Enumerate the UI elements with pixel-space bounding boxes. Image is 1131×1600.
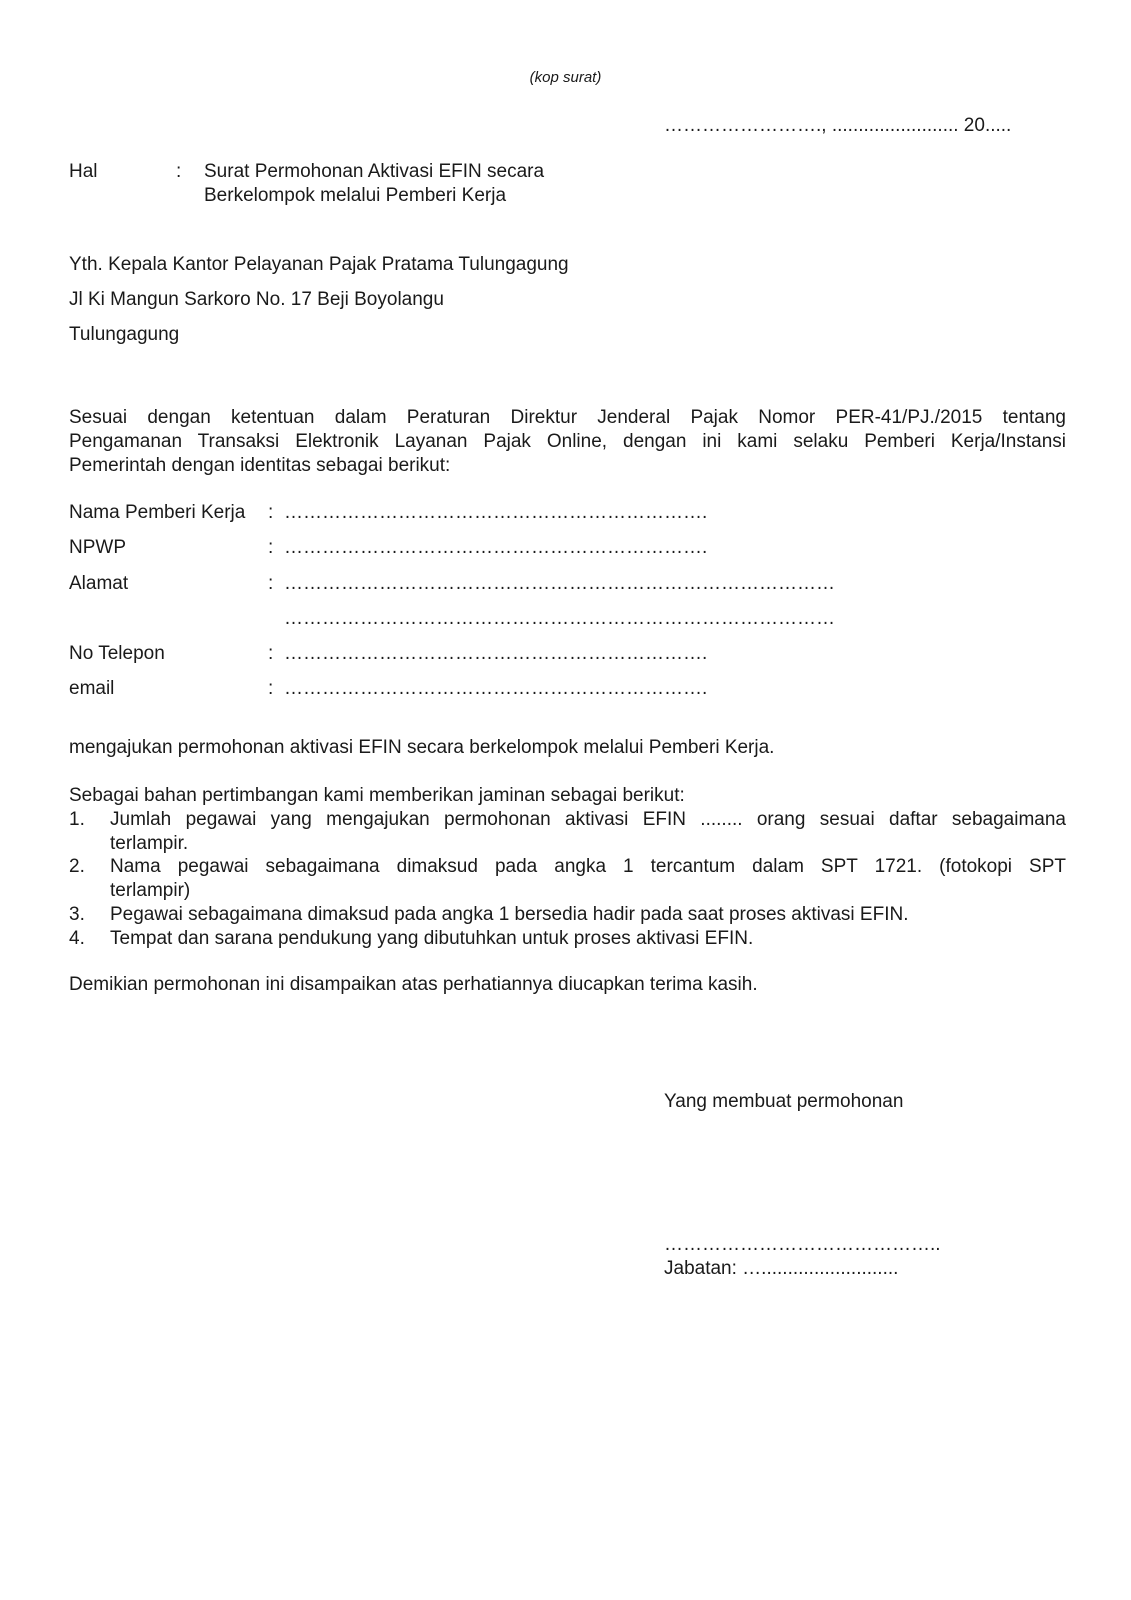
subject-line-1: Surat Permohonan Aktivasi EFIN secara xyxy=(204,161,545,182)
date-line: ……………………., ........................ 20..... xyxy=(664,115,1012,136)
signature-name-blank: …………………………………….. xyxy=(664,1234,941,1255)
list-item-number: 4. xyxy=(69,928,85,949)
field-blank-employer-name: …………………………………………………………. xyxy=(284,502,708,523)
recipient-name: Yth. Kepala Kantor Pelayanan Pajak Pratama Tulungagung xyxy=(69,254,569,275)
field-colon: : xyxy=(268,678,274,699)
list-item-text: Pegawai sebagaimana dimaksud pada angka 1 bersedia hadir pada saat proses aktivasi EFIN. xyxy=(110,904,909,925)
request-statement: mengajukan permohonan aktivasi EFIN secara berkelompok melalui Pemberi Kerja. xyxy=(69,737,775,758)
field-label-phone: No Telepon xyxy=(69,643,165,664)
letterhead-placeholder: (kop surat) xyxy=(529,69,602,86)
field-colon: : xyxy=(268,537,274,558)
field-label-email: email xyxy=(69,678,115,699)
list-item-text-cont: terlampir) xyxy=(110,880,191,901)
closing-statement: Demikian permohonan ini disampaikan atas perhatiannya diucapkan terima kasih. xyxy=(69,974,758,995)
intro-line-3: Pemerintah dengan identitas sebagai berikut: xyxy=(69,455,451,476)
list-item-text: Nama pegawai sebagaimana dimaksud pada angka 1 tercantum dalam SPT 1721. (fotokopi SPT xyxy=(110,856,1066,877)
signature-title: Yang membuat permohonan xyxy=(664,1091,904,1112)
subject-line-2: Berkelompok melalui Pemberi Kerja xyxy=(204,185,507,206)
field-label-npwp: NPWP xyxy=(69,537,126,558)
subject-colon: : xyxy=(176,161,182,182)
field-colon: : xyxy=(268,502,274,523)
guarantee-intro: Sebagai bahan pertimbangan kami memberikan jaminan sebagai berikut: xyxy=(69,785,685,806)
list-item-number: 3. xyxy=(69,904,85,925)
field-blank-npwp: …………………………………………………………. xyxy=(284,537,708,558)
field-colon: : xyxy=(268,643,274,664)
signature-position: Jabatan: ….......................... xyxy=(664,1258,899,1279)
recipient-address: Jl Ki Mangun Sarkoro No. 17 Beji Boyolangu xyxy=(69,289,444,310)
field-blank-address-1: …………………………………………………………………………… xyxy=(284,573,835,594)
field-blank-email: …………………………………………………………. xyxy=(284,678,708,699)
list-item-text-cont: terlampir. xyxy=(110,833,189,854)
recipient-city: Tulungagung xyxy=(69,324,180,345)
list-item-text: Jumlah pegawai yang mengajukan permohonan aktivasi EFIN ........ orang sesuai daftar sebagaimana xyxy=(110,809,1066,830)
subject-label: Hal xyxy=(69,161,98,182)
field-label-address: Alamat xyxy=(69,573,129,594)
intro-line-1: Sesuai dengan ketentuan dalam Peraturan Direktur Jenderal Pajak Nomor PER-41/PJ./2015 tentang xyxy=(69,407,1066,428)
list-item-number: 1. xyxy=(69,809,85,830)
intro-line-2: Pengamanan Transaksi Elektronik Layanan Pajak Online, dengan ini kami selaku Pemberi Kerja/Instansi xyxy=(69,431,1066,452)
list-item-number: 2. xyxy=(69,856,85,877)
field-blank-phone: …………………………………………………………. xyxy=(284,643,708,664)
field-label-employer-name: Nama Pemberi Kerja xyxy=(69,502,246,523)
field-colon: : xyxy=(268,573,274,594)
list-item-text: Tempat dan sarana pendukung yang dibutuhkan untuk proses aktivasi EFIN. xyxy=(110,928,754,949)
field-blank-address-2: …………………………………………………………………………… xyxy=(284,608,835,629)
